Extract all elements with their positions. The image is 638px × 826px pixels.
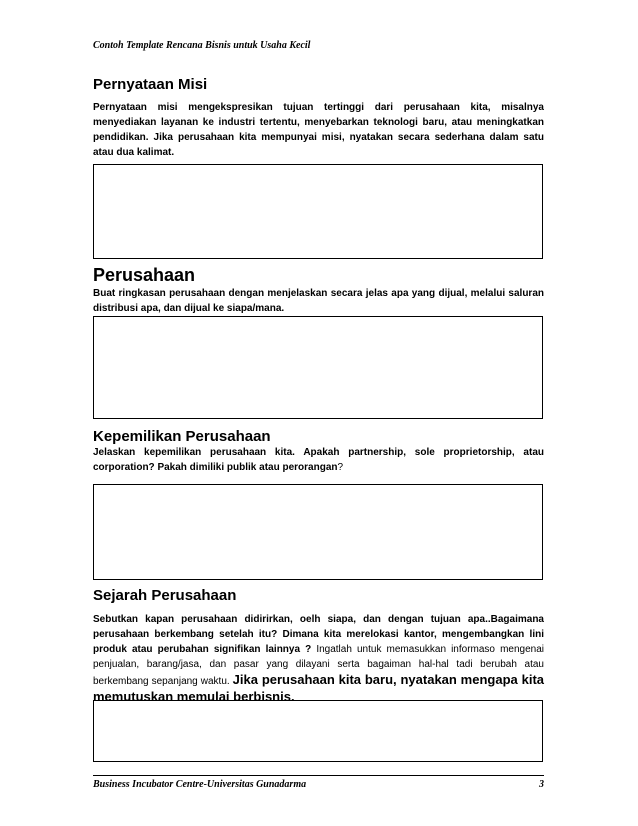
- footer-text: Business Incubator Centre-Universitas Gunadarma: [93, 779, 307, 790]
- paragraph-pernyataan-misi: Pernyataan misi mengekspresikan tujuan tertinggi dari perusahaan kita, misalnya menyediakan layanan ke industri tertentu, menyebarkan teknologi baru, atau meningkatkan pendidikan. Jika perusahaan kita mempunyai misi, nyatakan secara sederhana dalam satu atau dua kalimat.: [93, 102, 544, 158]
- paragraph-kepemilikan-perusahaan: [93, 445, 544, 475]
- sejarah-text-normal: Ingatlah untuk memasukkan informaso mengenai penjualan, barang/jasa, dan pasar yang dilayani serta bagaiman hal-hal tadi berubah atau berkembang sepanjang waktu.: [93, 644, 544, 687]
- running-header: Contoh Template Rencana Bisnis untuk Usaha Kecil: [93, 40, 311, 51]
- answer-box-pernyataan-misi[interactable]: [93, 164, 543, 259]
- answer-box-perusahaan[interactable]: [93, 316, 543, 419]
- heading-perusahaan: Perusahaan: [93, 265, 196, 285]
- kepemilikan-text: Jelaskan kepemilikan perusahaan kita. Apakah partnership, sole proprietorship, atau corporation? Pakah dimiliki publik atau perorangan: [93, 447, 544, 473]
- sejarah-text-big: Jika perusahaan kita baru, nyatakan mengapa kita memutuskan memulai berbisnis.: [93, 672, 544, 704]
- footer-divider: [93, 775, 544, 776]
- page-number: 3: [539, 779, 544, 790]
- paragraph-perusahaan: Buat ringkasan perusahaan dengan menjelaskan secara jelas apa yang dijual, melalui saluran distribusi apa, dan dijual ke siapa/mana.: [93, 288, 544, 314]
- answer-box-sejarah-perusahaan[interactable]: [93, 700, 543, 762]
- sejarah-text-bold: Sebutkan kapan perusahaan didirirkan, oelh siapa, dan dengan tujuan apa..Bagaimana perusahaan berkembang setelah itu? Dimana kita merelokasi kantor, mengembangkan lini produk atau perubahan signifikan lainnya ?: [93, 614, 544, 655]
- paragraph-sejarah-perusahaan: [93, 612, 544, 706]
- heading-sejarah-perusahaan: Sejarah Perusahaan: [93, 587, 237, 604]
- answer-box-kepemilikan-perusahaan[interactable]: [93, 484, 543, 580]
- heading-kepemilikan-perusahaan: Kepemilikan Perusahaan: [93, 428, 271, 445]
- kepemilikan-text-end: ?: [337, 462, 344, 473]
- heading-pernyataan-misi: Pernyataan Misi: [93, 76, 208, 93]
